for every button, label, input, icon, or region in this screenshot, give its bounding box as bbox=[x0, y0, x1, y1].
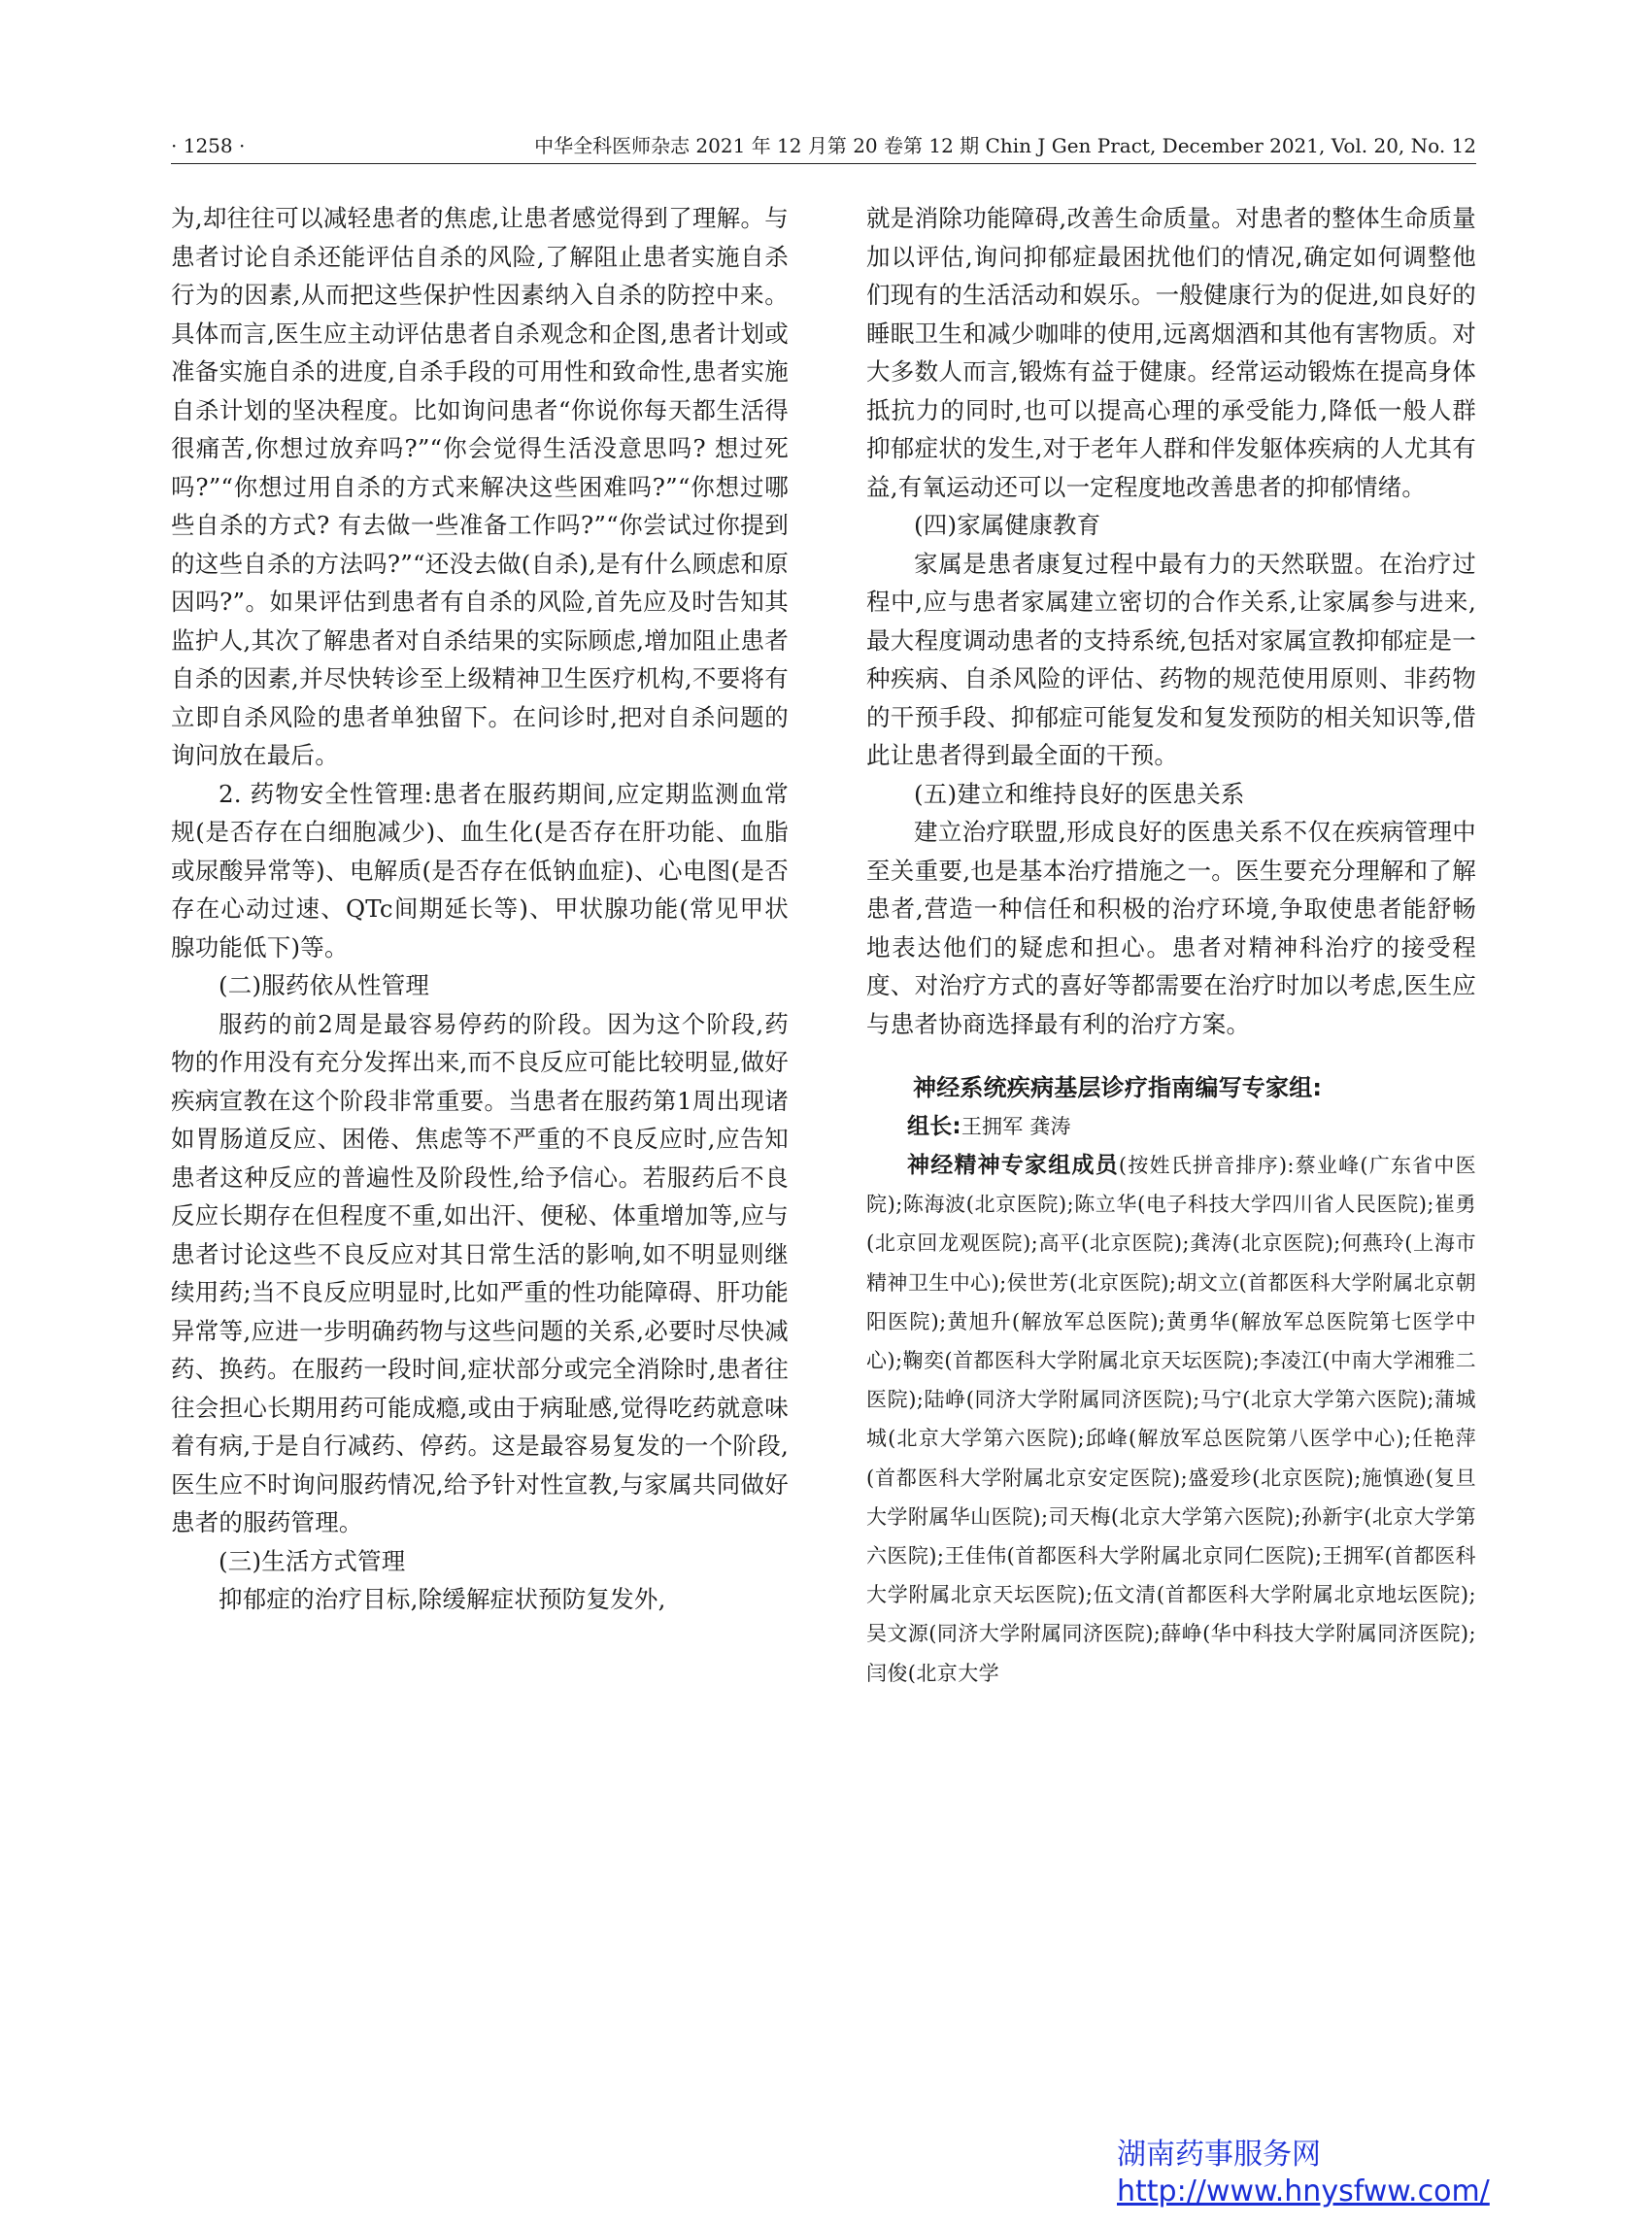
subheading-family-education: (四)家属健康教育 bbox=[914, 511, 1101, 539]
subheading-adherence: (二)服药依从性管理 bbox=[219, 971, 430, 999]
leader-names: 王拥军 龚涛 bbox=[961, 1115, 1071, 1138]
paragraph-adherence: 服药的前2周是最容易停药的阶段。因为这个阶段,药物的作用没有充分发挥出来,而不良反应可能比较明显,做好疾病宣教在这个阶段非常重要。当患者在服药第1周出现诸如胃肠道反应、困倦、焦虑等不严重的不良反应时,应告知患者这种反应的普遍性及阶段性,给予信心。若服药后不良反应长期存在但程度不重,如出汗、便秘、体重增加等,应与患者讨论这些不良反应对其日常生活的影响,如不明显则继续用药;当不良反应明显时,比如严重的性功能障碍、肝功能异常等,应进一步明确药物与这些问题的关系,必要时尽快减药、换药。在服药一段时间,症状部分或完全消除时,患者往往会担心长期用药可能成瘾,或由于病耻感,觉得吃药就意味着有病,于是自行减药、停药。这是最容易复发的一个阶段,医生应不时询问服药情况,给予针对性宣教,与家属共同做好患者的服药管理。 bbox=[171, 1009, 789, 1536]
page-number: · 1258 · bbox=[171, 134, 246, 157]
expert-group-title: 神经系统疾病基层诊疗指南编写专家组: bbox=[913, 1074, 1323, 1101]
subheading-doctor-patient: (五)建立和维持良好的医患关系 bbox=[914, 779, 1245, 808]
running-header bbox=[171, 130, 1476, 161]
watermark-url[interactable]: http://www.hnysfww.com/ bbox=[1117, 2174, 1490, 2208]
watermark-site-name: 湖南药事服务网 bbox=[1117, 2138, 1321, 2172]
right-column bbox=[866, 199, 1476, 1693]
left-column bbox=[171, 199, 789, 1619]
expert-group-leaders bbox=[866, 1107, 1476, 1146]
expert-group bbox=[866, 1068, 1476, 1693]
paragraph-lifestyle-continued: 就是消除功能障碍,改善生命质量。对患者的整体生命质量加以评估,询问抑郁症最困扰他们的情况,确定如何调整他们现有的生活活动和娱乐。一般健康行为的促进,如良好的睡眠卫生和减少咖啡的使用,远离烟酒和其他有害物质。对大多数人而言,锻炼有益于健康。经常运动锻炼在提高身体抵抗力的同时,也可以提高心理的承受能力,降低一般人群抑郁症状的发生,对于老年人群和伴发躯体疾病的人尤其有益,有氧运动还可以一定程度地改善患者的抑郁情绪。 bbox=[866, 204, 1476, 501]
paragraph-suicide-assessment: 为,却往往可以减轻患者的焦虑,让患者感觉得到了理解。与患者讨论自杀还能评估自杀的风险,了解阻止患者实施自杀行为的因素,从而把这些保护性因素纳入自杀的防控中来。具体而言,医生应主动评估患者自杀观念和企图,患者计划或准备实施自杀的进度,自杀手段的可用性和致命性,患者实施自杀计划的坚决程度。比如询问患者“你说你每天都生活得很痛苦,你想过放弃吗?”“你会觉得生活没意思吗? 想过死吗?”“你想过用自杀的方式来解决这些困难吗?”“你想过哪些自杀的方式? 有去做一些准备工作吗?”“你尝试过你提到的这些自杀的方法吗?”“还没去做(自杀),是有什么顾虑和原因吗?”。如果评估到患者有自杀的风险,首先应及时告知其监护人,其次了解患者对自杀结果的实际顾虑,增加阻止患者自杀的因素,并尽快转诊至上级精神卫生医疗机构,不要将有立即自杀风险的患者单独留下。在问诊时,把对自杀问题的询问放在最后。 bbox=[171, 204, 789, 769]
paragraph-family-education: 家属是患者康复过程中最有力的天然联盟。在治疗过程中,应与患者家属建立密切的合作关系,让家属参与进来,最大程度调动患者的支持系统,包括对家属宣教抑郁症是一种疾病、自杀风险的评估、药物的规范使用原则、非药物的干预手段、抑郁症可能复发和复发预防的相关知识等,借此让患者得到最全面的干预。 bbox=[866, 549, 1476, 769]
watermark bbox=[1117, 2137, 1525, 2210]
journal-citation: 中华全科医师杂志 2021 年 12 月第 20 卷第 12 期 Chin J Gen Pract, December 2021, Vol. 20, No. 12 bbox=[534, 134, 1476, 157]
paragraph-drug-safety: 2. 药物安全性管理:患者在服药期间,应定期监测血常规(是否存在白细胞减少)、血生化(是否存在肝功能、血脂或尿酸异常等)、电解质(是否存在低钠血症)、心电图(是否存在心动过速、QTc间期延长等)、甲状腺功能(常见甲状腺功能低下)等。 bbox=[171, 779, 789, 961]
paragraph-doctor-patient: 建立治疗联盟,形成良好的医患关系不仅在疾病管理中至关重要,也是基本治疗措施之一。医生要充分理解和了解患者,营造一种信任和积极的治疗环境,争取使患者能舒畅地表达他们的疑虑和担心。患者对精神科治疗的接受程度、对治疗方式的喜好等都需要在治疗时加以考虑,医生应与患者协商选择最有利的治疗方案。 bbox=[866, 818, 1476, 1038]
header-rule bbox=[171, 163, 1476, 164]
members-label: 神经精神专家组成员 bbox=[907, 1153, 1119, 1178]
leader-label: 组长: bbox=[907, 1114, 961, 1139]
members-list: (按姓氏拼音排序):蔡业峰(广东省中医院);陈海波(北京医院);陈立华(电子科技大学四川省人民医院);崔勇(北京回龙观医院);高平(北京医院);龚涛(北京医院);何燕玲(上海市精神卫生中心);侯世芳(北京医院);胡文立(首都医科大学附属北京朝阳医院);黄旭升(解放军总医院);黄勇华(解放军总医院第七医学中心);鞠奕(首都医科大学附属北京天坛医院);李凌江(中南大学湘雅二医院);陆峥(同济大学附属同济医院);马宁(北京大学第六医院);蒲城城(北京大学第六医院);邱峰(解放军总医院第八医学中心);任艳萍(首都医科大学附属北京安定医院);盛爱珍(北京医院);施慎逊(复旦大学附属华山医院);司天梅(北京大学第六医院);孙新宇(北京大学第六医院);王佳伟(首都医科大学附属北京同仁医院);王拥军(首都医科大学附属北京天坛医院);伍文清(首都医科大学附属北京地坛医院);吴文源(同济大学附属同济医院);薛峥(华中科技大学附属同济医院);闫俊(北京大学 bbox=[866, 1154, 1476, 1685]
subheading-lifestyle: (三)生活方式管理 bbox=[219, 1546, 406, 1575]
expert-group-members bbox=[866, 1146, 1476, 1693]
paragraph-lifestyle-start: 抑郁症的治疗目标,除缓解症状预防复发外, bbox=[219, 1585, 666, 1613]
